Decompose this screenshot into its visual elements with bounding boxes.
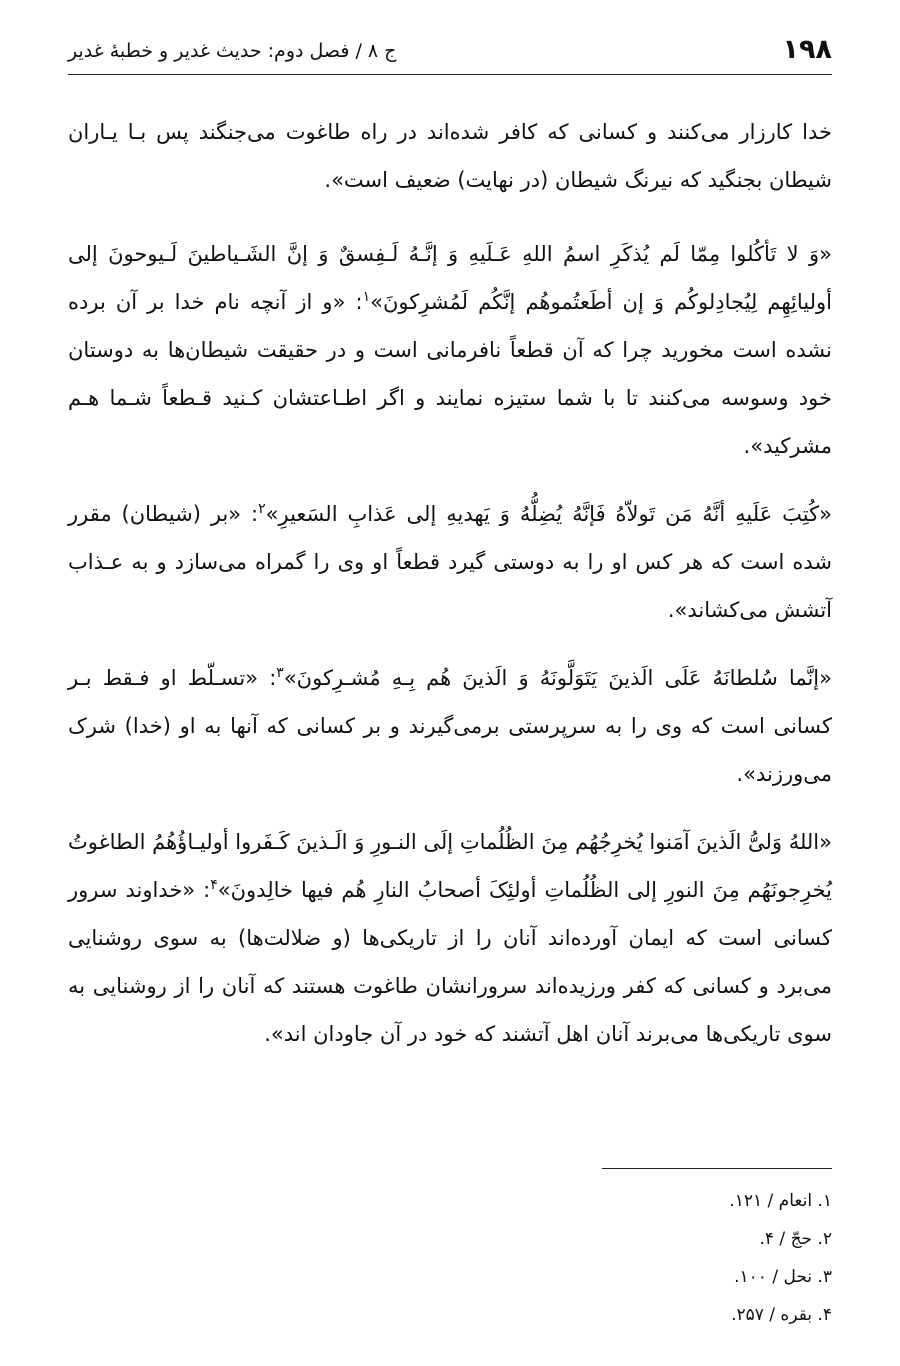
footnote-1: ۱. انعام / ۱۲۱. [729, 1191, 832, 1211]
quran-verse: «وَ لا تَأکُلوا مِمّا لَم یُذکَرِ اسمُ اللهِ عَـلَیهِ وَ إنَّـهُ لَـفِسقٌ وَ إنَّ الشَـیاطینَ لَـیوحونَ إلی أولیائِهِم لِیُجادِلوکُم وَ إن أطَعتُموهُم إنَّکُم لَمُشرِکونَ» [68, 242, 832, 314]
footnote-ref: ۴ [210, 877, 218, 893]
verse-translation: : «و از آنچه نام خدا بر آن برده نشده است مخورید چرا که آن قطعاً نافرمانی است و در حقیقت شیطان‌ها به دوستان خود وسوسه می‌کنند تا با شما ستیزه نمایند و اگر اطـاعتشان کـنید قـطعاً شـما هـم مشرکید». [68, 290, 832, 458]
footnote-ref: ۱ [362, 289, 371, 305]
paragraph-3 [68, 490, 832, 634]
quran-verse: «اللهُ وَلیُّ الَذینَ آمَنوا یُخرِجُهُم مِنَ الظُلُماتِ إلَی النـورِ وَ الَـذینَ کَـفَروا أولیـاؤُهُمُ الطاغوتُ یُخرِجونَهُم مِنَ النورِ إلی الظُلُماتِ أولئِکَ أصحابُ النارِ هُم فیها خالِدونَ» [68, 830, 832, 902]
footnote-2: ۲. حجّ / ۴. [759, 1229, 832, 1249]
footnote-ref: ۳ [276, 665, 284, 681]
quran-verse: «إنَّما سُلطانَهُ عَلَی الَذینَ یَتَوَلَّونَهُ وَ الَذینَ هُم بِـهِ مُشـرِکونَ» [283, 666, 832, 690]
page-header [68, 30, 832, 75]
paragraph-text: خدا کارزار می‌کنند و کسانی که کافر شده‌اند در راه طاغوت می‌جنگند پس بـا یـاران شیطان بجنگید که نیرنگ شیطان (در نهایت) ضعیف است». [68, 120, 832, 192]
verse-translation: : «تسـلّط او فـقط بـر کسانی است که وی را به سرپرستی برمی‌گیرند و بر کسانی که آنها به او (خدا) شرک می‌ورزند». [68, 666, 832, 786]
running-head: ج ۸ / فصل دوم: حدیث غدیر و خطبهٔ غدیر [68, 40, 397, 62]
footnote-3: ۳. نحل / ۱۰۰. [734, 1267, 832, 1287]
verse-translation: : «بر (شیطان) مقرر شده است که هر کس او را به دوستی گیرد قطعاً او وی را گمراه می‌سازد و به عـذاب آتشش می‌کشاند». [68, 502, 832, 622]
footnote-divider [602, 1168, 832, 1169]
paragraph-5 [68, 818, 832, 1058]
footnote-ref: ۲ [258, 501, 266, 517]
page-number: ۱۹۸ [782, 34, 832, 65]
verse-translation: : «خداوند سرور کسانی است که ایمان آورده‌اند آنان را از تاریکی‌ها (و ضلالت‌ها) به سوی روشنایی می‌برد و کسانی که کفر ورزیده‌اند سرورانشان طاغوت هستند که آنان را از روشنایی به سوی تاریکی‌ها می‌برند آنان اهل آتشند که خود در آن جاودان اند». [68, 878, 832, 1046]
body-text [68, 108, 832, 1078]
paragraph-2 [68, 230, 832, 470]
paragraph-4 [68, 654, 832, 798]
footnotes [729, 1182, 832, 1334]
paragraph-1 [68, 108, 832, 204]
quran-verse: «کُتِبَ عَلَیهِ أنَّهُ مَن تَولاّهُ فَإنَّهُ یُضِلُّهُ وَ یَهدیهِ إلی عَذابِ السَعیرِ» [265, 502, 832, 526]
footnote-4: ۴. بقره / ۲۵۷. [731, 1305, 832, 1325]
